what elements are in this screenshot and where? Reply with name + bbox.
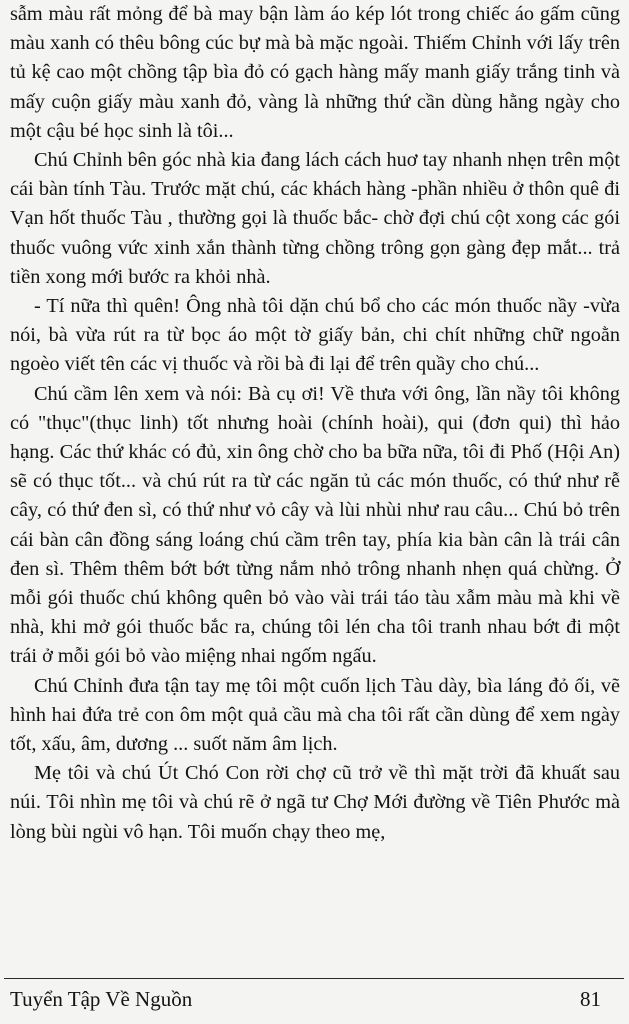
paragraph-4: Chú cầm lên xem và nói: Bà cụ ơi! Về thưa với ông, lần nầy tôi không có "thục"(thục linh) tốt nhưng hoài (chính hoài), qui (đơn qui) thì hảo hạng. Các thứ khác có đủ, xin ông chờ cho ba bữa nữa, tôi đi Phố (Hội An) sẽ có thục tốt... và chú rút ra từ các ngăn tủ các món thuốc, có thứ như rễ cây, có thứ đen sì, có thứ như vỏ cây và lùi nhùi như rau câu... Chú bỏ trên cái bàn cân đồng sáng loáng chú cầm trên tay, phía kia bàn cân là trái cân đen sì. Thêm thêm bớt bớt từng nắm nhỏ trông nhanh nhẹn quá chừng. Ở mỗi gói thuốc chú không quên bỏ vào vài trái táo tàu xẫm màu mà khi về nhà, khi mở gói thuốc bắc ra, chúng tôi lén cha tôi tranh nhau bớt đi một trái ở mỗi gói bỏ vào miệng nhai ngốm ngấu. [10,382,620,668]
page-number: 81 [580,987,601,1011]
paragraph-3: - Tí nữa thì quên! Ông nhà tôi dặn chú bổ cho các món thuốc nầy -vừa nói, bà vừa rút ra từ bọc áo một tờ giấy bản, chi chít những chữ ngoằn ngoèo viết tên các vị thuốc và rồi bà đi lại để trên quầy cho chú... [10,295,620,376]
paragraph-6: Mẹ tôi và chú Út Chó Con rời chợ cũ trở về thì mặt trời đã khuất sau núi. Tôi nhìn mẹ tôi và chú rẽ ở ngã tư Chợ Mới đường về Tiên Phước mà lòng bùi ngùi vô hạn. Tôi muốn chạy theo mẹ, [10,762,620,843]
paragraph-2: Chú Chỉnh bên góc nhà kia đang lách cách huơ tay nhanh nhẹn trên một cái bàn tính Tàu. Trước mặt chú, các khách hàng -phần nhiều ở thôn quê đi Vạn hốt thuốc Tàu , thường gọi là thuốc bắc- chờ đợi chú cột xong các gói thuốc vuông vức xinh xắn thành từng chồng trông gọn gàng đẹp mắt... trả tiền xong mới bước ra khỏi nhà. [10,149,620,288]
page-footer [10,985,601,1013]
footer-divider [4,978,624,979]
paragraph-5: Chú Chỉnh đưa tận tay mẹ tôi một cuốn lịch Tàu dày, bìa láng đỏ ối, vẽ hình hai đứa trẻ con ôm một quả cầu mà cha tôi rất cần dùng để xem ngày tốt, xấu, âm, dương ... suốt năm âm lịch. [10,674,620,756]
body-text [10,0,620,847]
book-title: Tuyển Tập Về Nguồn [10,987,193,1011]
paragraph-1: sẫm màu rất mỏng để bà may bận làm áo kép lót trong chiếc áo gấm cũng màu xanh có thêu bông cúc bự mà bà mặc ngoài. Thiếm Chỉnh với lấy trên tủ kệ cao một chồng tập bìa đỏ có gạch hàng mấy manh giấy trắng tinh và mấy cuộn giấy màu xanh đỏ, vàng là những thứ cần dùng hằng ngày cho một cậu bé học sinh là tôi... [10,3,620,142]
